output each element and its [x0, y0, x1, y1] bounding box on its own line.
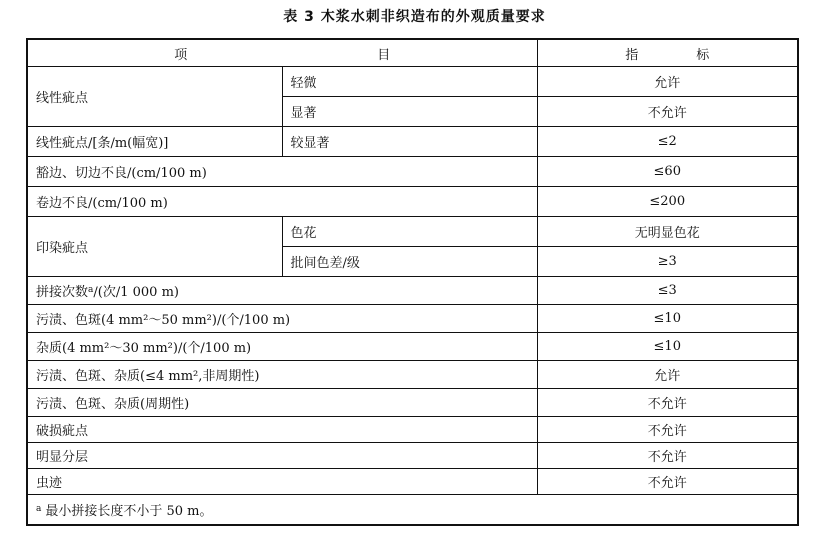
row-item-label: 印染疵点 [27, 217, 282, 277]
row-item-label: 虫迹 [27, 469, 537, 495]
row-value: 允许 [537, 67, 798, 97]
table-row [27, 361, 798, 389]
row-item-label: 明显分层 [27, 443, 537, 469]
table-row [27, 443, 798, 469]
row-value: 不允许 [537, 443, 798, 469]
row-sub-label: 显著 [282, 97, 537, 127]
row-value: 不允许 [537, 389, 798, 417]
table-footnote [27, 495, 798, 526]
table-row [27, 277, 798, 305]
row-item-label: 杂质(4 mm²～30 mm²)/(个/100 m) [27, 333, 537, 361]
row-value: ≤200 [537, 187, 798, 217]
row-item-label: 线性疵点 [27, 67, 282, 127]
row-value: 不允许 [537, 97, 798, 127]
row-item-unit: /(次/1 000 m) [93, 285, 179, 300]
table-row [27, 67, 798, 97]
footnote-row [27, 495, 798, 526]
row-value: ≤60 [537, 157, 798, 187]
row-value: ≤3 [537, 277, 798, 305]
header-index [537, 39, 798, 67]
row-item-label: 豁边、切边不良/(cm/100 m) [27, 157, 537, 187]
header-item-char-2: 目 [377, 47, 391, 63]
row-value: ≤10 [537, 333, 798, 361]
footnote-text: 最小拼接长度不小于 50 m。 [45, 504, 213, 519]
table-row [27, 305, 798, 333]
table-caption: 表 3 木浆水刺非织造布的外观质量要求 [283, 9, 546, 25]
row-value: 允许 [537, 361, 798, 389]
row-sub-label: 批间色差/级 [282, 247, 537, 277]
table-row [27, 157, 798, 187]
table-header-row [27, 39, 798, 67]
header-item-char-1: 项 [174, 47, 188, 63]
row-value: 不允许 [537, 417, 798, 443]
header-index-char-2: 标 [696, 47, 710, 63]
quality-table [26, 38, 799, 526]
header-index-char-1: 指 [625, 47, 639, 63]
header-item [27, 39, 537, 67]
table-row [27, 333, 798, 361]
row-value: ≤2 [537, 127, 798, 157]
table-row [27, 127, 798, 157]
row-item-label: 污渍、色斑、杂质(周期性) [27, 389, 537, 417]
footnote-ref: a [88, 285, 94, 295]
row-value: ≥3 [537, 247, 798, 277]
footnote-marker: a [36, 504, 42, 514]
row-sub-label: 色花 [282, 217, 537, 247]
row-item-label: 卷边不良/(cm/100 m) [27, 187, 537, 217]
row-item-label: 污渍、色斑(4 mm²～50 mm²)/(个/100 m) [27, 305, 537, 333]
table-row [27, 187, 798, 217]
row-item-label [27, 277, 537, 305]
table-row [27, 417, 798, 443]
row-item-label: 破损疵点 [27, 417, 537, 443]
table-row [27, 469, 798, 495]
row-value: 不允许 [537, 469, 798, 495]
row-item-label: 线性疵点/[条/m(幅宽)] [27, 127, 282, 157]
table-row [27, 389, 798, 417]
row-value: ≤10 [537, 305, 798, 333]
row-sub-label: 轻微 [282, 67, 537, 97]
row-value: 无明显色花 [537, 217, 798, 247]
row-item-text: 拼接次数 [36, 285, 89, 300]
row-item-label: 污渍、色斑、杂质(≤4 mm²,非周期性) [27, 361, 537, 389]
table-row [27, 217, 798, 247]
row-sub-label: 较显著 [282, 127, 537, 157]
